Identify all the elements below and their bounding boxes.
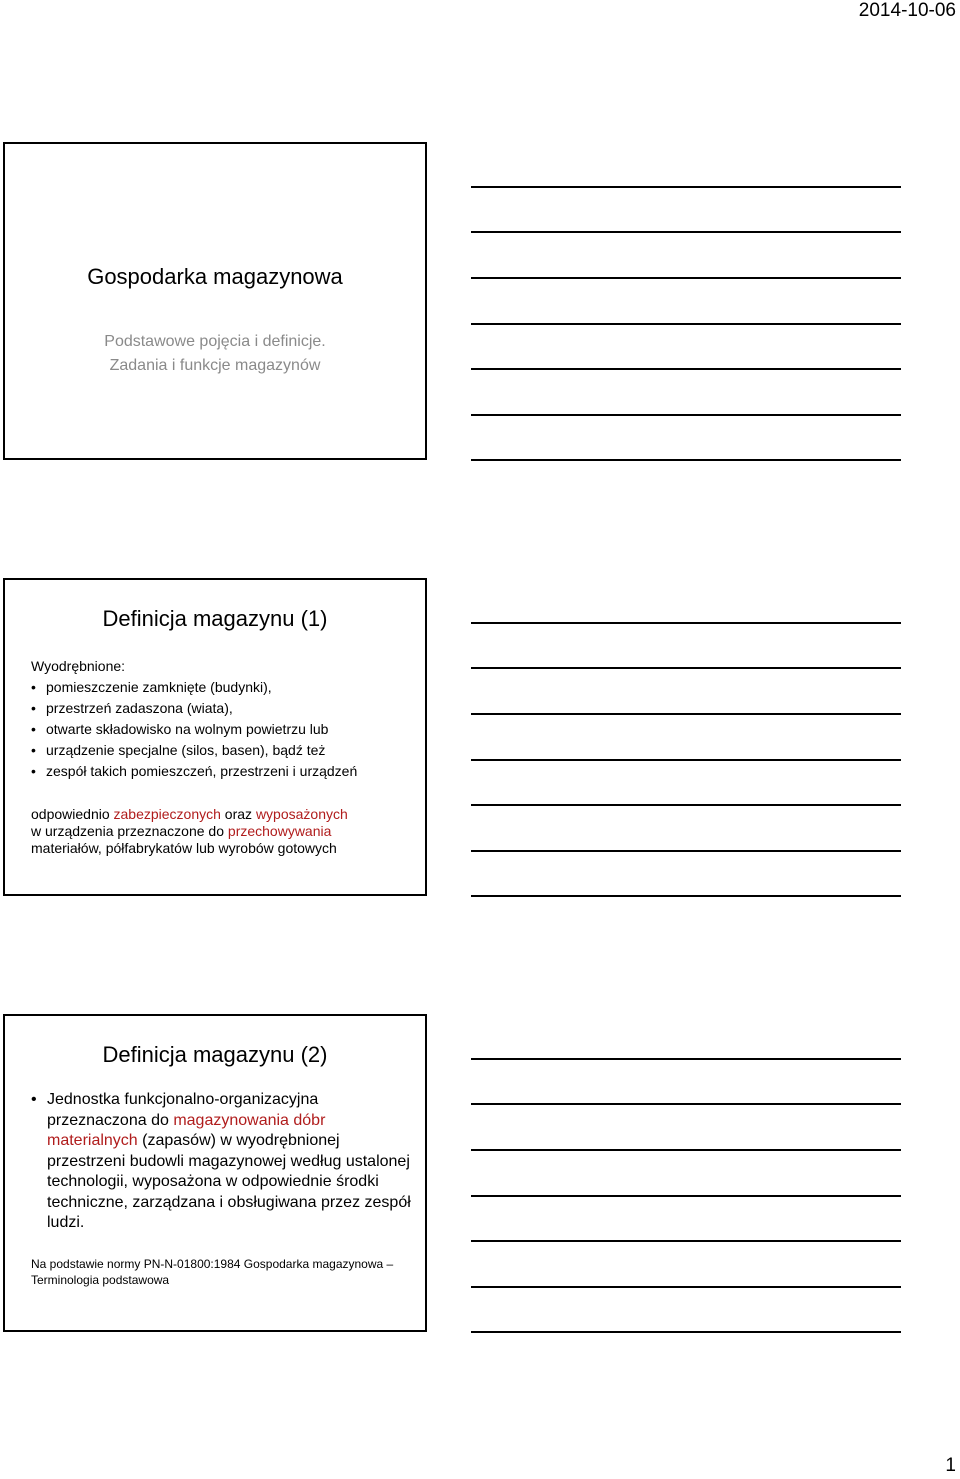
bullet-text: (zapasów) w wyodrębnionej przestrzeni budowli magazynowej według ustalonej technologii, wyposażona w odpowiednie środki techniczne, zarządzana i obsługiwana przez zespół ludzi. [47, 1132, 411, 1231]
bullet-highlight-material-goods: magazynowania dóbr materialnych [47, 1111, 326, 1149]
definition-text: w urządzenia przeznaczone do [31, 823, 228, 839]
definition-highlight-equipped: wyposażonych [255, 806, 348, 822]
definition-text: odpowiednio [31, 806, 114, 822]
definition-highlight-secured: zabezpieczonych [113, 806, 221, 822]
note-line [471, 414, 901, 416]
note-line [471, 622, 901, 624]
note-line [471, 667, 901, 669]
page-number: 1 [945, 1455, 956, 1476]
list-item: • zespół takich pomieszczeń, przestrzeni i urządzeń [31, 761, 421, 782]
slide-2-intro: Wyodrębnione: [31, 658, 126, 674]
note-line [471, 1058, 901, 1060]
slide-1-subtitle [5, 330, 425, 378]
definition-highlight-storage: przechowywania [227, 823, 332, 839]
note-line [471, 1149, 901, 1151]
slide-2-body [31, 656, 421, 782]
slide-3-source-note: Na podstawie normy PN-N-01800:1984 Gospodarka magazynowa – Terminologia podstawowa [31, 1257, 394, 1287]
definition-text: materiałów, półfabrykatów lub wyrobów gotowych [31, 840, 337, 856]
note-line [471, 1286, 901, 1288]
header-date: 2014-10-06 [858, 0, 956, 21]
note-line [471, 850, 901, 852]
slide-1-subtitle-line-2: Zadania i funkcje magazynów [109, 357, 321, 374]
slide-3-body [31, 1090, 411, 1234]
slide-3 [3, 1014, 427, 1332]
note-line [471, 1240, 901, 1242]
note-line [471, 713, 901, 715]
definition-text: oraz [220, 806, 256, 822]
list-item [31, 1090, 411, 1234]
bullet-text: Jednostka funkcjonalno-organizacyjna przeznaczona do [47, 1091, 319, 1129]
slide-3-bullet-list [31, 1090, 411, 1234]
note-line [471, 759, 901, 761]
note-line [471, 1195, 901, 1197]
note-line [471, 231, 901, 233]
slide-1 [3, 142, 427, 460]
note-line [471, 186, 901, 188]
slide-1-subtitle-line-1: Podstawowe pojęcia i definicje. [104, 333, 326, 350]
note-line [471, 804, 901, 806]
note-line [471, 1103, 901, 1105]
slide-2-title: Definicja magazynu (1) [102, 606, 328, 631]
slide-1-title: Gospodarka magazynowa [87, 264, 343, 289]
note-line [471, 323, 901, 325]
note-line [471, 1331, 901, 1333]
slide-2-bullet-list [31, 677, 421, 782]
note-line [471, 277, 901, 279]
list-item: • przestrzeń zadaszona (wiata), [31, 698, 421, 719]
list-item: • urządzenie specjalne (silos, basen), bądź też [31, 740, 421, 761]
slide-2 [3, 578, 427, 896]
slide-3-title: Definicja magazynu (2) [102, 1042, 328, 1067]
note-line [471, 459, 901, 461]
note-line [471, 368, 901, 370]
slide-2-definition [31, 806, 426, 857]
list-item: • otwarte składowisko na wolnym powietrzu lub [31, 719, 421, 740]
note-line [471, 895, 901, 897]
list-item: • pomieszczenie zamknięte (budynki), [31, 677, 421, 698]
